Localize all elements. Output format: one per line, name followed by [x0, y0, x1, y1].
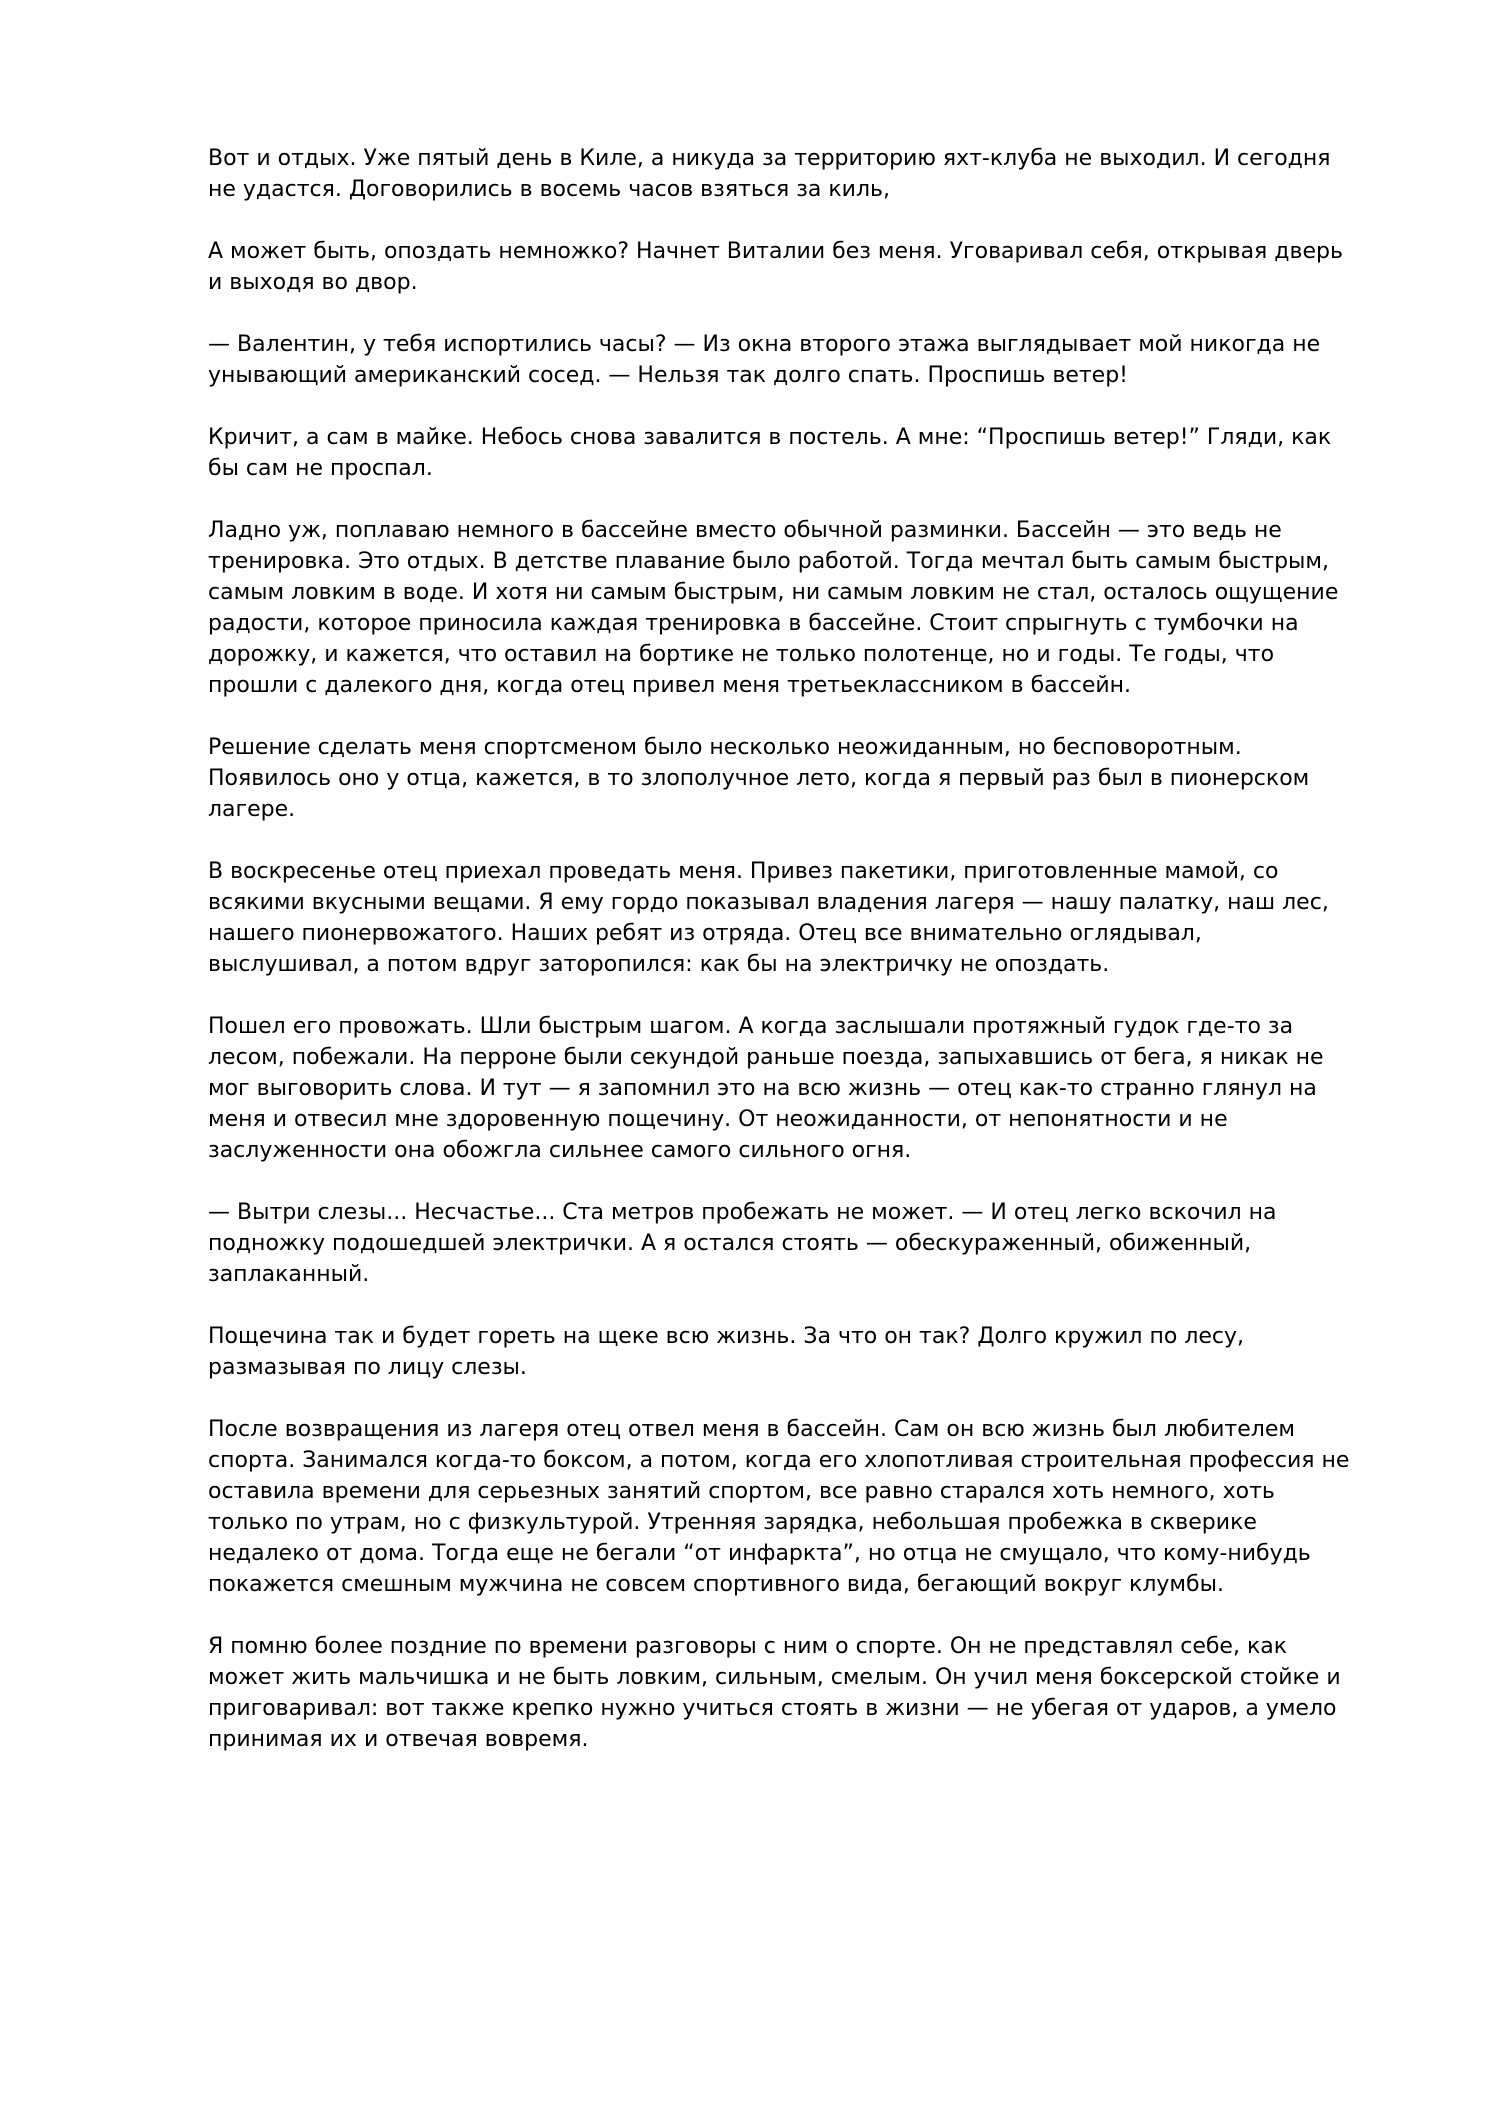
paragraph: Пошел его провожать. Шли быстрым шагом. А когда заслышали протяжный гудок где-то за лесом, побежали. На перроне были секундой раньше поезда, запыхавшись от бега, я никак не мог выговорить слова. И тут — я запомнил это на всю жизнь — отец как-то странно глянул на меня и отвесил мне здоровенную пощечину. От неожиданности, от непонятности и не заслуженности она обожгла сильнее самого сильного огня.: [208, 1014, 1324, 1163]
paragraph: Кричит, а сам в майке. Небось снова завалится в постель. А мне: “Проспишь ветер!” Гляди, как бы сам не проспал.: [208, 425, 1332, 481]
text-content: [208, 143, 1353, 1755]
paragraph: А может быть, опоздать немножко? Начнет Виталии без меня. Уговаривал себя, открывая дверь и выходя во двор.: [208, 239, 1343, 295]
paragraph: Ладно уж, поплаваю немного в бассейне вместо обычной разминки. Бассейн — это ведь не тренировка. Это отдых. В детстве плавание было работой. Тогда мечтал быть самым быстрым, самым ловким в воде. И хотя ни самым быстрым, ни самым ловким не стал, осталось ощущение радости, которое приносила каждая тренировка в бассейне. Стоит спрыгнуть с тумбочки на дорожку, и кажется, что оставил на бортике не только полотенце, но и годы. Те годы, что прошли с далекого дня, когда отец привел меня третьеклассником в бассейн.: [208, 518, 1339, 698]
paragraph: Вот и отдых. Уже пятый день в Киле, а никуда за территорию яхт-клуба не выходил. И сегодня не удастся. Договорились в восемь часов взяться за киль,: [208, 146, 1331, 202]
paragraph: — Вытри слезы... Несчастье... Ста метров пробежать не может. — И отец легко вскочил на подножку подошедшей электрички. А я остался стоять — обескураженный, обиженный, заплаканный.: [208, 1200, 1277, 1287]
paragraph: Пощечина так и будет гореть на щеке всю жизнь. За что он так? Долго кружил по лесу, размазывая по лицу слезы.: [208, 1324, 1245, 1380]
paragraph: Я помню более поздние по времени разговоры с ним о спорте. Он не представлял себе, как может жить мальчишка и не быть ловким, сильным, смелым. Он учил меня боксерской стойке и приговаривал: вот также крепко нужно учиться стоять в жизни — не убегая от ударов, а умело принимая их и отвечая вовремя.: [208, 1634, 1341, 1752]
paragraph: В воскресенье отец приехал проведать меня. Привез пакетики, приготовленные мамой, со всякими вкусными вещами. Я ему гордо показывал владения лагеря — нашу палатку, наш лес, нашего пионервожатого. Наших ребят из отряда. Отец все внимательно оглядывал, выслушивал, а потом вдруг заторопился: как бы на электричку не опоздать.: [208, 859, 1329, 977]
paragraph: Решение сделать меня спортсменом было несколько неожиданным, но бесповоротным. Появилось оно у отца, кажется, в то злополучное лето, когда я первый раз был в пионерском лагере.: [208, 735, 1310, 822]
paragraph: После возвращения из лагеря отец отвел меня в бассейн. Сам он всю жизнь был любителем спорта. Занимался когда-то боксом, а потом, когда его хлопотливая строительная профессия не оставила времени для серьезных занятий спортом, все равно старался хоть немного, хоть только по утрам, но с физкультурой. Утренняя зарядка, небольшая пробежка в скверике недалеко от дома. Тогда еще не бегали “от инфаркта”, но отца не смущало, что кому-нибудь покажется смешным мужчина не совсем спортивного вида, бегающий вокруг клумбы.: [208, 1417, 1350, 1597]
paragraph: — Валентин, у тебя испортились часы? — Из окна второго этажа выглядывает мой никогда не унывающий американский сосед. — Нельзя так долго спать. Проспишь ветер!: [208, 332, 1321, 388]
